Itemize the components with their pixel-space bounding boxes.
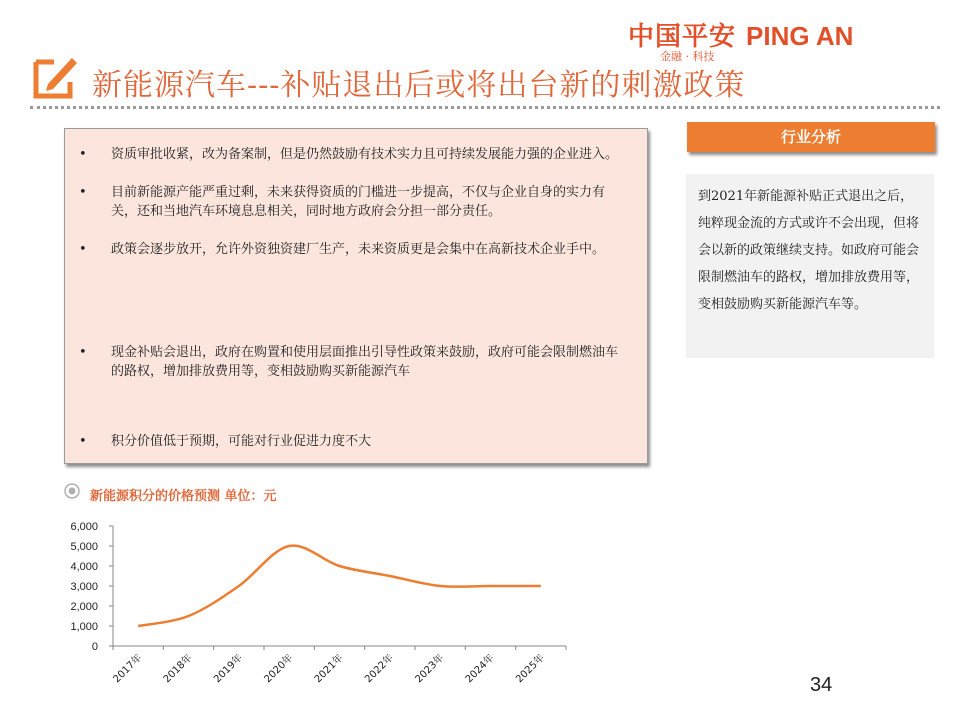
bullet-item: [79, 432, 619, 451]
x-tick-label: 2021年: [312, 652, 346, 686]
x-tick-label: 2025年: [514, 652, 547, 686]
y-tick-label: 6,000: [70, 521, 98, 533]
bullet-text: 资质审批收紧，改为备案制，但是仍然鼓励有技术实力且可持续发展能力强的企业进入。: [111, 147, 619, 162]
page-number: 34: [810, 674, 833, 696]
policy-bullet-box: [64, 128, 648, 464]
bullet-text: 政策会逐步放开，允许外资独资建厂生产，未来资质更是会集中在高新技术企业手中。: [111, 242, 606, 257]
bullet-text: 目前新能源产能严重过剩，未来获得资质的门槛进一步提高，不仅与企业自身的实力有关，还和当地汽车环境息息相关，同时地方政府会分担一部分责任。: [111, 185, 606, 219]
bullet-item: [79, 145, 619, 164]
bullet-marker: •: [79, 434, 87, 449]
bullet-item: [79, 183, 619, 221]
bullet-marker: •: [79, 147, 87, 162]
x-axis: [110, 646, 566, 685]
y-axis: [70, 521, 113, 653]
logo-name-cn: 中国平安: [628, 22, 737, 52]
bullet-marker: •: [79, 345, 87, 360]
bullet-text: 现金补贴会退出，政府在购置和使用层面推出引导性政策来鼓励，政府可能会限制燃油车的路权，增加排放费用等，变相鼓励购买新能源汽车: [111, 345, 619, 379]
bullet-item: [79, 343, 619, 381]
bullet-marker: •: [79, 242, 87, 257]
y-tick-label: 0: [91, 641, 98, 653]
analysis-header: 行业分析: [687, 122, 935, 152]
y-tick-label: 1,000: [70, 621, 98, 633]
title-divider: [30, 106, 940, 109]
x-tick-label: 2023年: [413, 652, 447, 686]
page-title: 新能源汽车---补贴退出后或将出台新的刺激政策: [92, 68, 746, 103]
logo-tagline: 金融 · 科技: [660, 50, 715, 63]
series-group: [138, 546, 541, 626]
chart-title: 新能源积分的价格预测 单位：元: [90, 489, 277, 504]
x-tick-label: 2017年: [111, 652, 145, 686]
target-bullet-icon: [64, 483, 80, 499]
bullet-item: [79, 240, 619, 259]
y-tick-label: 4,000: [70, 561, 98, 573]
x-tick-label: 2022年: [363, 652, 396, 686]
x-tick-label: 2018年: [161, 652, 195, 686]
x-tick-label: 2020年: [262, 652, 296, 686]
logo-name-en: PING AN: [746, 21, 854, 51]
y-tick-label: 2,000: [70, 601, 98, 613]
bullet-text: 积分价值低于预期，可能对行业促进力度不大: [111, 434, 372, 449]
y-tick-label: 5,000: [70, 541, 98, 553]
x-tick-label: 2024年: [463, 652, 497, 686]
x-tick-label: 2019年: [212, 652, 245, 686]
analysis-body: 到2021年新能源补贴正式退出之后，纯粹现金流的方式或许不会出现，但将会以新的政策继续支持。如政府可能会限制燃油车的路权，增加排放费用等，变相鼓励购买新能源汽车等。: [686, 174, 934, 358]
y-tick-label: 3,000: [70, 581, 98, 593]
series-line: [138, 546, 541, 626]
credit-price-line-chart: [56, 516, 576, 696]
edit-pencil-icon: [32, 52, 78, 100]
bullet-marker: •: [79, 185, 87, 200]
